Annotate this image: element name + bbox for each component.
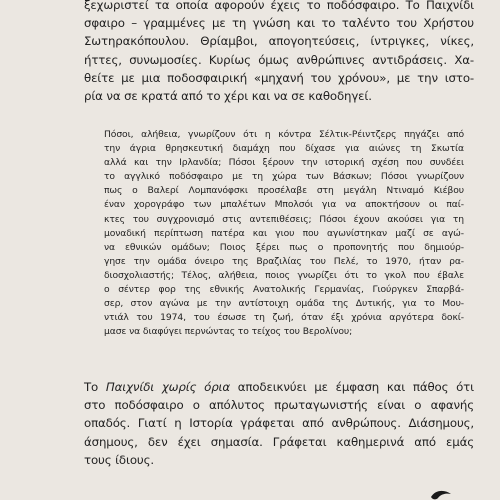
- intro-paragraph: [84, 0, 474, 105]
- questions-line: αλλά και την Ιρλανδία; Πόσοι ξέρουν την ιστορική σχέση που συνδέει: [104, 157, 464, 169]
- intro-line: σφαιρο – γραμμένες με τη γνώση και το ταλέντο του Χρήστου: [84, 16, 474, 31]
- questions-line: γησε την ομάδα όνειρο της Βραζιλίας του Πελέ, το 1970, ήταν ρα-: [104, 255, 464, 267]
- closing-line: τους ίδιους.: [84, 452, 154, 467]
- questions-line: κτες του συγχρονισμό στις αντεπιθέσεις; Πόσοι έχουν ακούσει για τη: [104, 213, 464, 225]
- questions-line: σερ, στον αγώνα με την αντίστοιχη ομάδα της Δυτικής, για το Μου-: [104, 298, 464, 310]
- closing-paragraph: [84, 378, 474, 469]
- questions-line: ο σέντερ φορ της εθνικής Ανατολικής Γερμανίας, Γιούργκεν Σπαρβά-: [104, 284, 464, 296]
- book-title: Παιχνίδι χωρίς όρια: [105, 380, 230, 394]
- questions-line: έναν χορογράφο των μπαλέτων Μπολσόι για να αποκτήσουν οι παί-: [104, 199, 464, 211]
- intro-line: Σωτηρακόπουλου. Θρίαμβοι, απογοητεύσεις, ίντριγκες, νίκες,: [84, 34, 474, 49]
- publisher-logo-icon: [430, 488, 452, 500]
- questions-line: διοσχολιαστής; Τέλος, αλήθεια, ποιος γνωρίζει ότι το γκολ που έβαλε: [104, 269, 464, 281]
- intro-line: ξεχωριστεί τα οποία αφορούν έχεις το ποδόσφαιρο. Το Παιχνίδι: [84, 0, 474, 12]
- questions-line: μοναδική περίπτωση πατέρα και γιου που αγωνίστηκαν μαζί σε αγώ-: [104, 227, 464, 239]
- questions-line: Πόσοι, αλήθεια, γνωρίζουν ότι η κόντρα Σέλτικ-Ρέιντζερς πηγάζει από: [104, 129, 464, 140]
- closing-line: στο ποδόσφαιρο ο απόλυτος πρωταγωνιστής είναι ο αφανής: [84, 398, 474, 413]
- questions-line: πως ο Βαλερί Λομπανόφσκι προσέλαβε στη μεγάλη Ντιναμό Κιέβου: [104, 185, 464, 197]
- closing-prefix: Το: [84, 380, 106, 394]
- questions-line: μασε να διαφύγει περνώντας το τείχος του Βερολίνου;: [104, 326, 353, 338]
- intro-line: θείτε με μια ποδοσφαιρική «μηχανή του χρόνου», με την ιστο-: [84, 70, 474, 85]
- questions-line: να εθνικών ομάδων; Ποιος ξέρει πως ο προπονητής που δημιούρ-: [104, 241, 464, 253]
- closing-line-rest: αποδεικνύει με έμφαση και πάθος ότι: [230, 380, 474, 394]
- closing-line: οπαδός. Γιατί η Ιστορία γράφεται από ανθρώπους. Διάσημους,: [84, 416, 474, 431]
- closing-line: άσημους, δεν έχει σημασία. Γράφεται καθημερινά από εμάς: [84, 434, 474, 449]
- questions-paragraph: [104, 128, 464, 339]
- questions-line: ντιάλ του 1974, του έσωσε τη ζωή, όταν έξι χρόνια αργότερα δοκί-: [104, 312, 464, 324]
- intro-line: ήττες, συνωμοσίες. Κυρίως όμως ανθρώπινες αντιδράσεις. Χα-: [84, 52, 474, 67]
- closing-line: [84, 378, 474, 396]
- questions-line: την άγρια θρησκευτική διαμάχη που δίχασε για αιώνες τη Σκωτία: [104, 143, 464, 155]
- questions-line: το αγγλικό ποδόσφαιρο με τη χώρα των Βάσκων; Πόσοι γνωρίζουν: [104, 171, 464, 183]
- intro-line: ρία να σε κρατά από το χέρι και να σε καθοδηγεί.: [84, 89, 372, 104]
